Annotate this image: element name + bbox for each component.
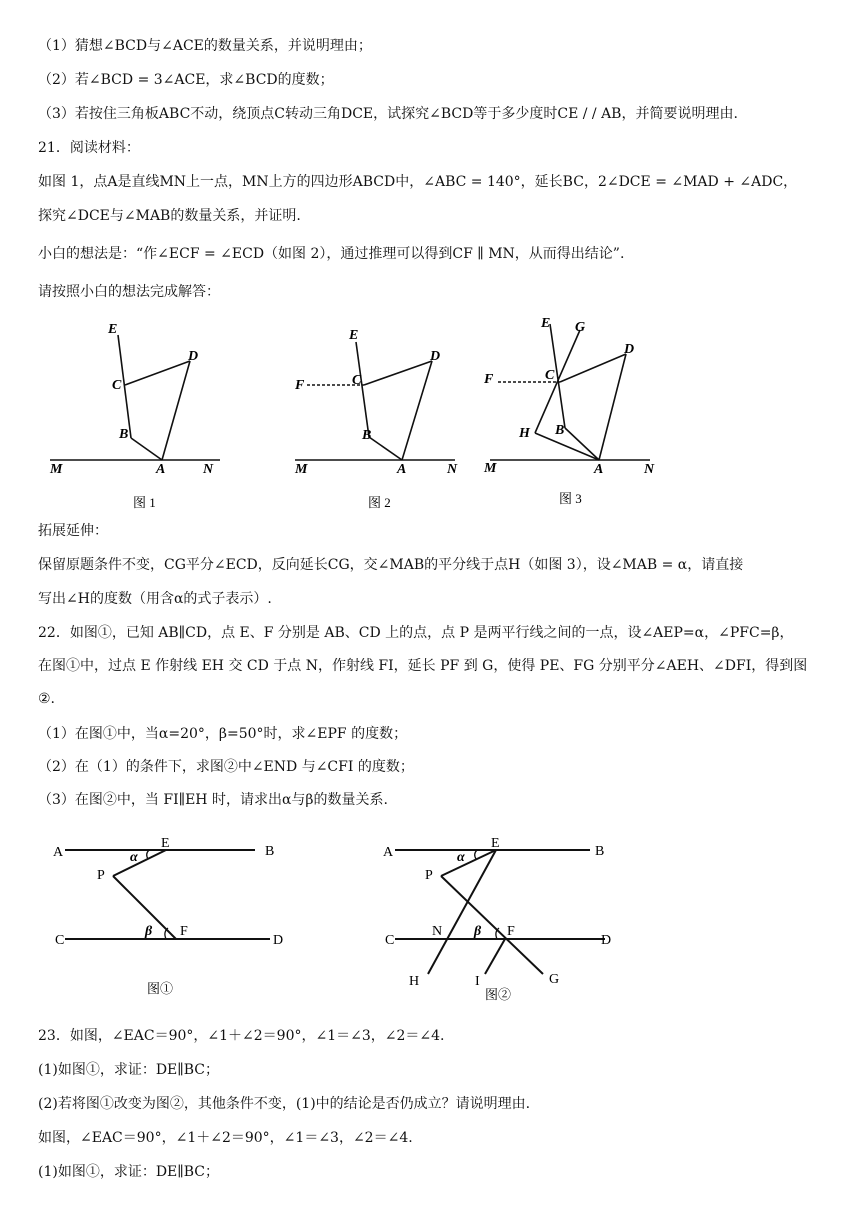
fig3-label-c: C bbox=[545, 368, 555, 383]
figure-1 bbox=[40, 315, 230, 515]
fig2-label-e: E bbox=[349, 328, 359, 343]
fig1c-label-beta: β bbox=[145, 924, 153, 939]
fig1-label-b: B bbox=[119, 427, 129, 442]
fig3-label-g: G bbox=[575, 320, 586, 335]
fig2-label-a: A bbox=[397, 462, 407, 477]
fig3-label-d: D bbox=[624, 342, 635, 357]
fig1-label-n: N bbox=[203, 462, 214, 477]
fig1-label-d: D bbox=[188, 349, 199, 364]
fig2-label-c: C bbox=[352, 373, 362, 388]
fig1c-label-c: C bbox=[55, 933, 65, 948]
fig2c-label-a: A bbox=[383, 845, 394, 860]
fig1-caption: 图 1 bbox=[133, 495, 156, 510]
figure-circle-1 bbox=[45, 828, 295, 1008]
q22-part1: （1）在图①中，当α=20°，β=50°时，求∠EPF 的度数； bbox=[38, 726, 408, 742]
fig3-label-h: H bbox=[519, 426, 530, 441]
fig1c-caption: 图① bbox=[147, 981, 174, 996]
fig1-label-a: A bbox=[156, 462, 166, 477]
fig3-label-a: A bbox=[594, 462, 604, 477]
fig2-caption: 图 2 bbox=[368, 495, 391, 510]
fig1-label-m: M bbox=[50, 462, 63, 477]
fig2c-label-h: H bbox=[409, 974, 420, 989]
q20-part3: （3）若按住三角板ABC不动，绕顶点C转动三角DCE，试探究∠BCD等于多少度时CE / / AB，并简要说明理由. bbox=[38, 106, 738, 122]
fig2-label-m: M bbox=[295, 462, 308, 477]
q21-heading: 21．阅读材料： bbox=[38, 140, 140, 156]
q22-text-2: 在图①中，过点 E 作射线 EH 交 CD 于点 N，作射线 FI，延长 PF 到 G，使得 PE、FG 分别平分∠AEH、∠DFI，得到图 bbox=[38, 658, 808, 674]
fig3-label-e: E bbox=[541, 316, 551, 331]
fig3-label-n: N bbox=[644, 462, 655, 477]
q21-text-1: 如图 1，点A是直线MN上一点，MN上方的四边形ABCD中，∠ABC = 140°，延长BC，2∠DCE = ∠MAD + ∠ADC， bbox=[38, 174, 798, 190]
q21-idea: 小白的想法是：“作∠ECF = ∠ECD（如图 2），通过推理可以得到CF ∥ MN，从而得出结论”. bbox=[38, 246, 625, 262]
fig2c-label-c: C bbox=[385, 933, 395, 948]
figure-2 bbox=[285, 315, 480, 515]
extension-text-2: 写出∠H的度数（用含α的式子表示）. bbox=[38, 591, 272, 607]
fig3-caption: 图 3 bbox=[559, 491, 582, 506]
fig3-label-m: M bbox=[484, 461, 497, 476]
q22-part3: （3）在图②中，当 FI∥EH 时，请求出α与β的数量关系. bbox=[38, 792, 388, 808]
fig2c-caption: 图② bbox=[485, 987, 512, 1002]
fig2c-label-g: G bbox=[549, 972, 560, 987]
q21-instruction: 请按照小白的想法完成解答： bbox=[38, 284, 220, 300]
q22-text-1: 22．如图①，已知 AB∥CD，点 E、F 分别是 AB、CD 上的点，点 P 是两平行线之间的一点，设∠AEP=α，∠PFC=β， bbox=[38, 625, 794, 641]
fig2-label-d: D bbox=[430, 349, 441, 364]
fig2c-label-i: I bbox=[475, 974, 480, 989]
fig1c-label-f: F bbox=[180, 924, 188, 939]
fig3-label-b: B bbox=[555, 423, 565, 438]
q23-text: 23．如图，∠EAC＝90°，∠1＋∠2＝90°，∠1＝∠3，∠2＝∠4. bbox=[38, 1028, 445, 1044]
q20-part2: （2）若∠BCD = 3∠ACE，求∠BCD的度数； bbox=[38, 72, 334, 88]
fig1c-label-a: A bbox=[53, 845, 64, 860]
q21-text-2: 探究∠DCE与∠MAB的数量关系，并证明. bbox=[38, 208, 301, 224]
fig1c-label-alpha: α bbox=[130, 850, 138, 865]
fig2-label-b: B bbox=[362, 428, 372, 443]
fig1c-label-b: B bbox=[265, 844, 275, 859]
fig2c-label-alpha: α bbox=[457, 850, 465, 865]
fig2-label-n: N bbox=[447, 462, 458, 477]
figure-3 bbox=[478, 310, 678, 510]
q23-part2: (2)若将图①改变为图②，其他条件不变，(1)中的结论是否仍成立？请说明理由. bbox=[38, 1096, 531, 1112]
fig2c-label-e: E bbox=[491, 836, 500, 851]
q23-part1-repeat: (1)如图①，求证：DE∥BC； bbox=[38, 1164, 220, 1180]
fig2-label-f: F bbox=[295, 378, 305, 393]
fig1c-label-e: E bbox=[161, 836, 170, 851]
fig3-label-f: F bbox=[484, 372, 494, 387]
fig2c-label-b: B bbox=[595, 844, 605, 859]
fig2c-label-f: F bbox=[507, 924, 515, 939]
q22-text-3: ②. bbox=[38, 691, 56, 707]
extension-text-1: 保留原题条件不变，CG平分∠ECD，反向延长CG，交∠MAB的平分线于点H（如图 3），设∠MAB = α，请直接 bbox=[38, 557, 744, 573]
q23-text-repeat: 如图，∠EAC＝90°，∠1＋∠2＝90°，∠1＝∠3，∠2＝∠4. bbox=[38, 1130, 413, 1146]
q20-part1: （1）猜想∠BCD与∠ACE的数量关系，并说明理由； bbox=[38, 38, 372, 54]
fig1-label-c: C bbox=[112, 378, 122, 393]
fig2c-label-beta: β bbox=[474, 924, 482, 939]
figure-circle-2 bbox=[375, 828, 635, 1008]
fig1c-label-p: P bbox=[97, 868, 105, 883]
fig2c-label-d: D bbox=[601, 933, 612, 948]
fig1c-label-d: D bbox=[273, 933, 284, 948]
fig2c-label-n: N bbox=[432, 924, 443, 939]
q23-part1: (1)如图①，求证：DE∥BC； bbox=[38, 1062, 220, 1078]
fig1-label-e: E bbox=[108, 322, 118, 337]
fig2c-label-p: P bbox=[425, 868, 433, 883]
extension-heading: 拓展延伸： bbox=[38, 523, 108, 539]
q22-part2: （2）在（1）的条件下，求图②中∠END 与∠CFI 的度数； bbox=[38, 759, 414, 775]
